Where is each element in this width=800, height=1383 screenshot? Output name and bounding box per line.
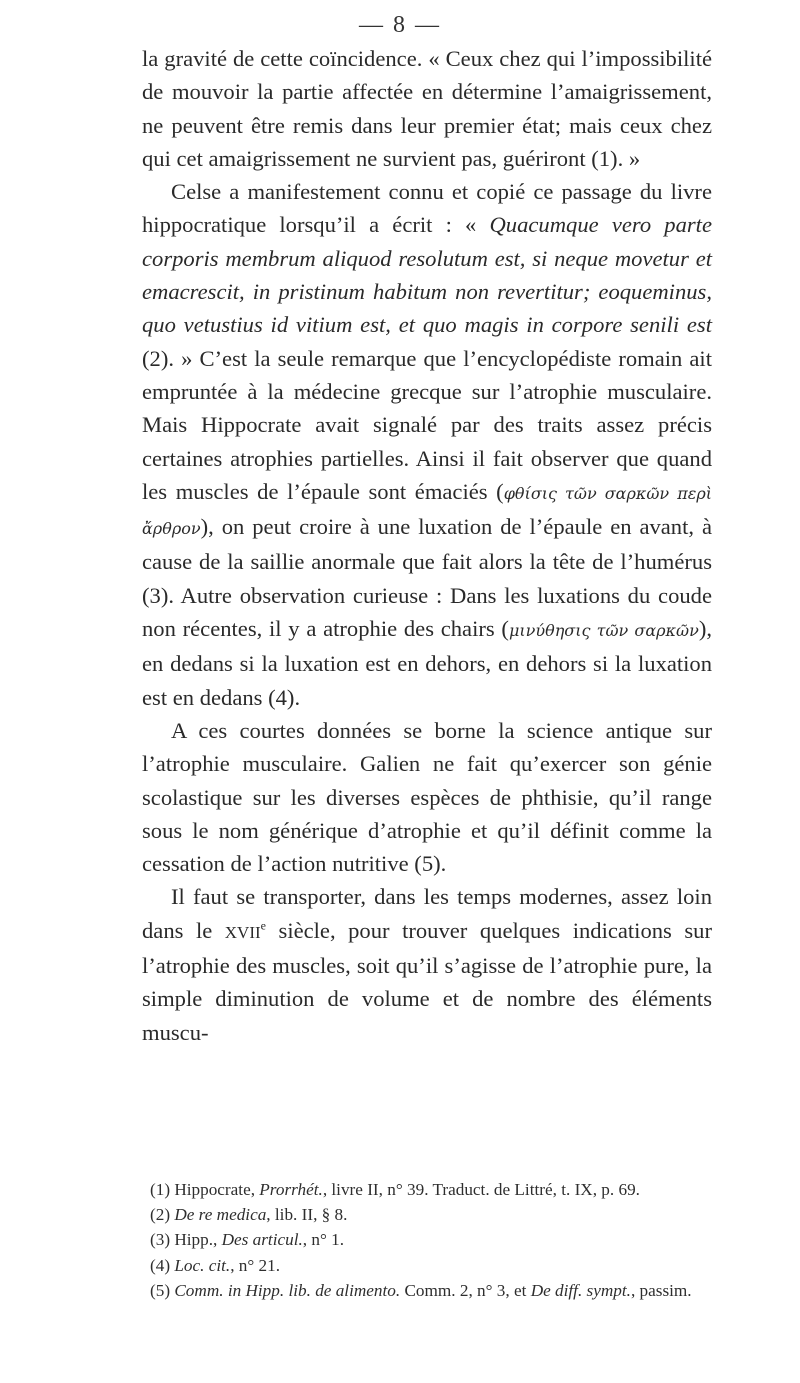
greek-phrase-1: φθίσις τῶν σαρκῶν περὶ ἄρθρον xyxy=(142,483,712,539)
footnote-5-a: (5) xyxy=(150,1280,175,1300)
footnote-4-b: , n° 21. xyxy=(230,1255,281,1275)
footnote-4 xyxy=(142,1253,712,1278)
footnote-3-a: (3) Hipp., xyxy=(150,1230,222,1250)
footnote-1-a: (1) Hippocrate, xyxy=(150,1180,260,1199)
greek-phrase-2: μινύθησις τῶν σαρκῶν xyxy=(508,621,699,641)
footnote-3 xyxy=(142,1227,712,1252)
footnote-5-b: Comm. 2, n° 3, et xyxy=(400,1280,531,1300)
main-text xyxy=(142,42,712,1049)
page-number-header: — 8 — xyxy=(359,12,441,38)
paragraph-4-text-a: Il faut se transporter, dans les temps modernes, assez loin dans le xyxy=(142,884,712,943)
footnote-5-title: Comm. in Hipp. lib. de alimento. xyxy=(174,1280,401,1300)
paragraph-2-text-a: Celse a manifestement connu et copié ce passage du livre hippocratique lorsqu’il a écrit : « xyxy=(142,179,712,238)
century-numeral: XVII xyxy=(224,922,261,942)
paragraph-2-text-c: (2). » C’est la seule remarque que l’encyclopédiste romain ait empruntée à la médecine grecque sur l’atrophie musculaire. Mais Hippocrate avait signalé par des traits assez précis certaines atrophies partielles. Ainsi il fait observer que quand les muscles de l’épaule sont émaciés ( xyxy=(142,345,712,504)
footnote-2-b: , lib. II, § 8. xyxy=(266,1205,348,1225)
paragraph-1: la gravité de cette coïncidence. « Ceux chez qui l’impossibilité de mouvoir la partie affectée en détermine l’amaigrissement, ne peuvent être remis dans leur premier état; mais ceux chez qui cet amaigrissement ne survient pas, guériront (1). » xyxy=(142,46,712,171)
footnote-5-title-2: De diff. sympt. xyxy=(530,1280,631,1300)
footnote-4-title: Loc. cit. xyxy=(174,1255,231,1275)
footnote-1 xyxy=(142,1177,712,1202)
paragraph-3: A ces courtes données se borne la science antique sur l’atrophie musculaire. Galien ne fait qu’exercer son génie scolastique sur les diverses espèces de phthisie, qu’il range sous le nom générique d’atrophie et qu’il définit comme la cessation de l’action nutritive (5). xyxy=(142,717,712,877)
footnote-4-a: (4) xyxy=(150,1255,175,1275)
paragraph-4 xyxy=(142,880,712,1048)
paragraph-2 xyxy=(142,175,712,714)
footnote-3-b: , n° 1. xyxy=(302,1230,345,1250)
footnote-5 xyxy=(142,1278,712,1303)
footnote-2-a: (2) xyxy=(150,1205,175,1225)
celse-latin-quote: Quacumque vero parte corporis membrum aliquod resolutum est, si neque movetur et emacrescit, in pristinum habitum non revertitur; eoqueminus, quo vetustius id vitium est, et quo magis in corpore senili est xyxy=(142,212,712,338)
century-superscript: e xyxy=(260,918,266,933)
paragraph-4-text-b: siècle, pour trouver quelques indications sur l’atrophie des muscles, soit qu’il s’agisse de l’atrophie pure, la simple diminution de volume et de nombre des éléments muscu- xyxy=(142,917,712,1045)
footnote-2-title: De re medica xyxy=(174,1205,267,1225)
paragraph-2-text-d: ), on peut croire à une luxation de l’épaule en avant, à cause de la saillie anormale que fait alors la tête de l’humérus (3). Autre observation curieuse : Dans les luxations du coude non récentes, il y a atrophie des chairs ( xyxy=(142,514,712,642)
paragraph-2-text-e: ), en dedans si la luxation est en dehors, en dehors si la luxation est en dedans (4). xyxy=(142,616,712,710)
footnote-1-b: , livre II, n° 39. Traduct. de Littré, t. IX, p. 69. xyxy=(322,1180,640,1199)
footnote-3-title: Des articul. xyxy=(221,1230,303,1250)
footnote-1-title: Prorrhét. xyxy=(259,1180,323,1199)
footnotes xyxy=(142,1177,712,1303)
footnote-2 xyxy=(142,1202,712,1227)
footnote-5-c: , passim. xyxy=(630,1280,692,1300)
